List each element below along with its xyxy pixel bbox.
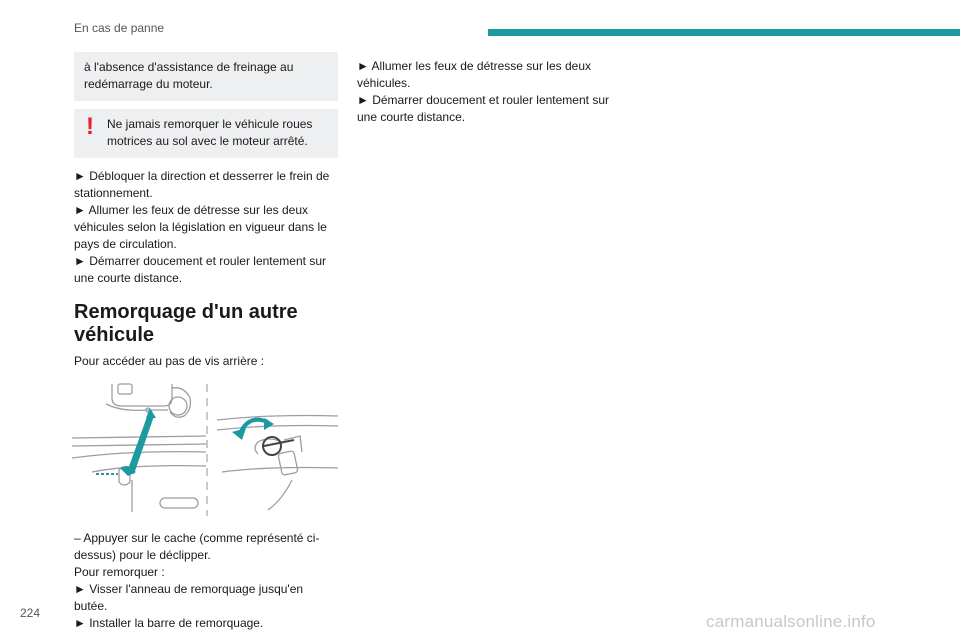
tow-step-item: ► Visser l'anneau de remorquage jusqu'en butée. — [74, 582, 304, 613]
step-list — [357, 58, 627, 126]
watermark: carmanualsonline.info — [706, 612, 876, 631]
info-box — [74, 52, 338, 101]
left-column — [74, 52, 338, 632]
tow-intro: Pour remorquer : — [74, 565, 165, 579]
step-item: ► Débloquer la direction et desserrer le frein de stationnement. — [74, 169, 330, 200]
tow-step-list — [74, 581, 338, 632]
section-intro: Pour accéder au pas de vis arrière : — [74, 354, 265, 368]
step-item: ► Démarrer doucement et rouler lentement sur une courte distance. — [357, 93, 609, 124]
step-item: ► Allumer les feux de détresse sur les deux véhicules selon la législation en vigueur dans le pays de circulation. — [74, 203, 327, 251]
instruction-text: – Appuyer sur le cache (comme représenté ci-dessus) pour le déclipper. — [74, 531, 320, 562]
warning-text: Ne jamais remorquer le véhicule roues motrices au sol avec le moteur arrêté. — [107, 117, 313, 148]
running-header: En cas de panne — [74, 21, 165, 35]
info-box-text: à l'absence d'assistance de freinage au redémarrage du moteur. — [84, 60, 294, 91]
tow-hook-cover-illustration — [72, 380, 338, 520]
step-item: ► Démarrer doucement et rouler lentement sur une courte distance. — [74, 254, 326, 285]
step-list — [74, 168, 338, 287]
right-column — [357, 58, 627, 126]
header-accent-bar — [488, 29, 960, 36]
page-number: 224 — [20, 606, 41, 620]
warning-box — [74, 109, 338, 158]
section-title: Remorquage d'un autre véhicule — [74, 301, 298, 346]
exclamation-mark-icon: ! — [86, 113, 94, 140]
step-item: ► Allumer les feux de détresse sur les deux véhicules. — [357, 59, 591, 90]
tow-step-item: ► Installer la barre de remorquage. — [74, 616, 264, 630]
